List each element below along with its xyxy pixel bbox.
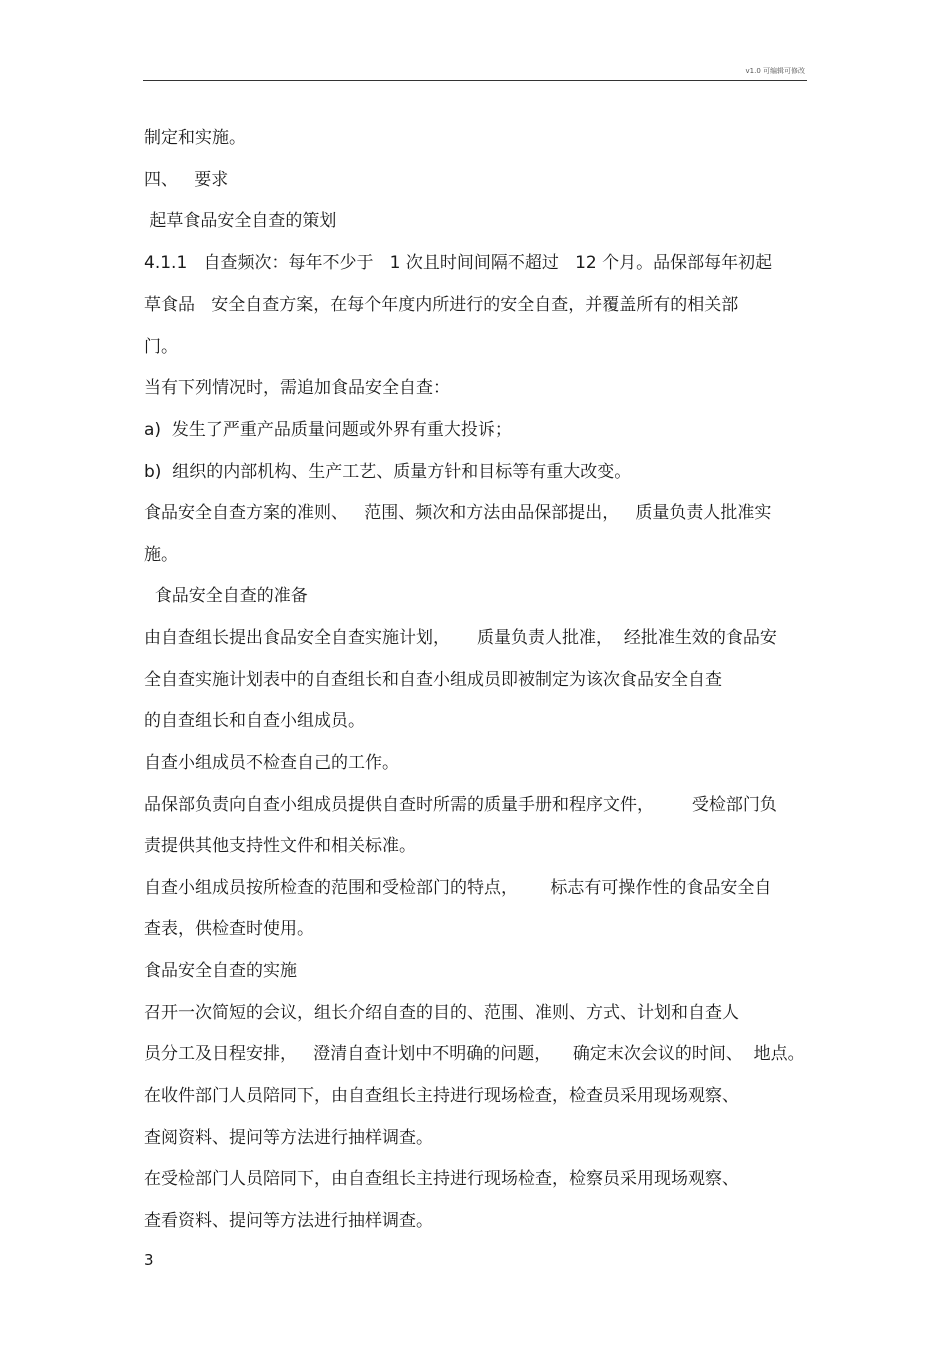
text-line: 自查小组成员不检查自己的工作。 [144, 753, 399, 773]
subsection-heading: 食品安全自查的准备 [144, 586, 308, 606]
text-line: 员分工及日程安排， 澄清自查计划中不明确的问题， 确定末次会议的时间、 地点。 [144, 1044, 805, 1064]
text-line: 食品安全自查方案的准则、 范围、频次和方法由品保部提出， 质量负责人批准实 [144, 503, 772, 523]
text-line: 当有下列情况时，需追加食品安全自查： [144, 378, 450, 398]
text-line: 品保部负责向自查小组成员提供自查时所需的质量手册和程序文件， 受检部门负 [144, 795, 777, 815]
text-line: 草食品 安全自查方案，在每个年度内所进行的安全自查，并覆盖所有的相关部 [144, 295, 739, 315]
text-line: 的自查组长和自查小组成员。 [144, 711, 365, 731]
list-item: a) 发生了严重产品质量问题或外界有重大投诉； [144, 420, 512, 440]
text-line: 制定和实施。 [144, 128, 246, 148]
page-number: 3 [144, 1251, 154, 1269]
version-note: v1.0 可编辑可修改 [745, 67, 805, 75]
header-rule [143, 80, 807, 81]
text-line: 4.1.1 自查频次：每年不少于 1 次且时间间隔不超过 12 个月。品保部每年初起 [144, 253, 773, 273]
text-line: 由自查组长提出食品安全自查实施计划， 质量负责人批准， 经批准生效的食品安 [144, 628, 777, 648]
subsection-heading: 起草食品安全自查的策划 [144, 211, 337, 231]
text-line: 召开一次简短的会议，组长介绍自查的目的、范围、准则、方式、计划和自查人 [144, 1003, 739, 1023]
text-line: 门。 [144, 337, 178, 357]
list-item: b) 组织的内部机构、生产工艺、质量方针和目标等有重大改变。 [144, 462, 632, 482]
text-line: 在收件部门人员陪同下，由自查组长主持进行现场检查，检查员采用现场观察、 [144, 1086, 739, 1106]
text-line: 查阅资料、提问等方法进行抽样调查。 [144, 1128, 433, 1148]
section-heading: 四、 要求 [144, 170, 229, 190]
text-line: 施。 [144, 545, 178, 565]
text-line: 责提供其他支持性文件和相关标准。 [144, 836, 416, 856]
text-line: 自查小组成员按所检查的范围和受检部门的特点， 标志有可操作性的食品安全自 [144, 878, 772, 898]
text-line: 查表，供检查时使用。 [144, 919, 314, 939]
text-line: 查看资料、提问等方法进行抽样调查。 [144, 1211, 433, 1231]
text-line: 全自查实施计划表中的自查组长和自查小组成员即被制定为该次食品安全自查 [144, 670, 722, 690]
text-line: 在受检部门人员陪同下，由自查组长主持进行现场检查，检察员采用现场观察、 [144, 1169, 739, 1189]
subsection-heading: 食品安全自查的实施 [144, 961, 297, 981]
